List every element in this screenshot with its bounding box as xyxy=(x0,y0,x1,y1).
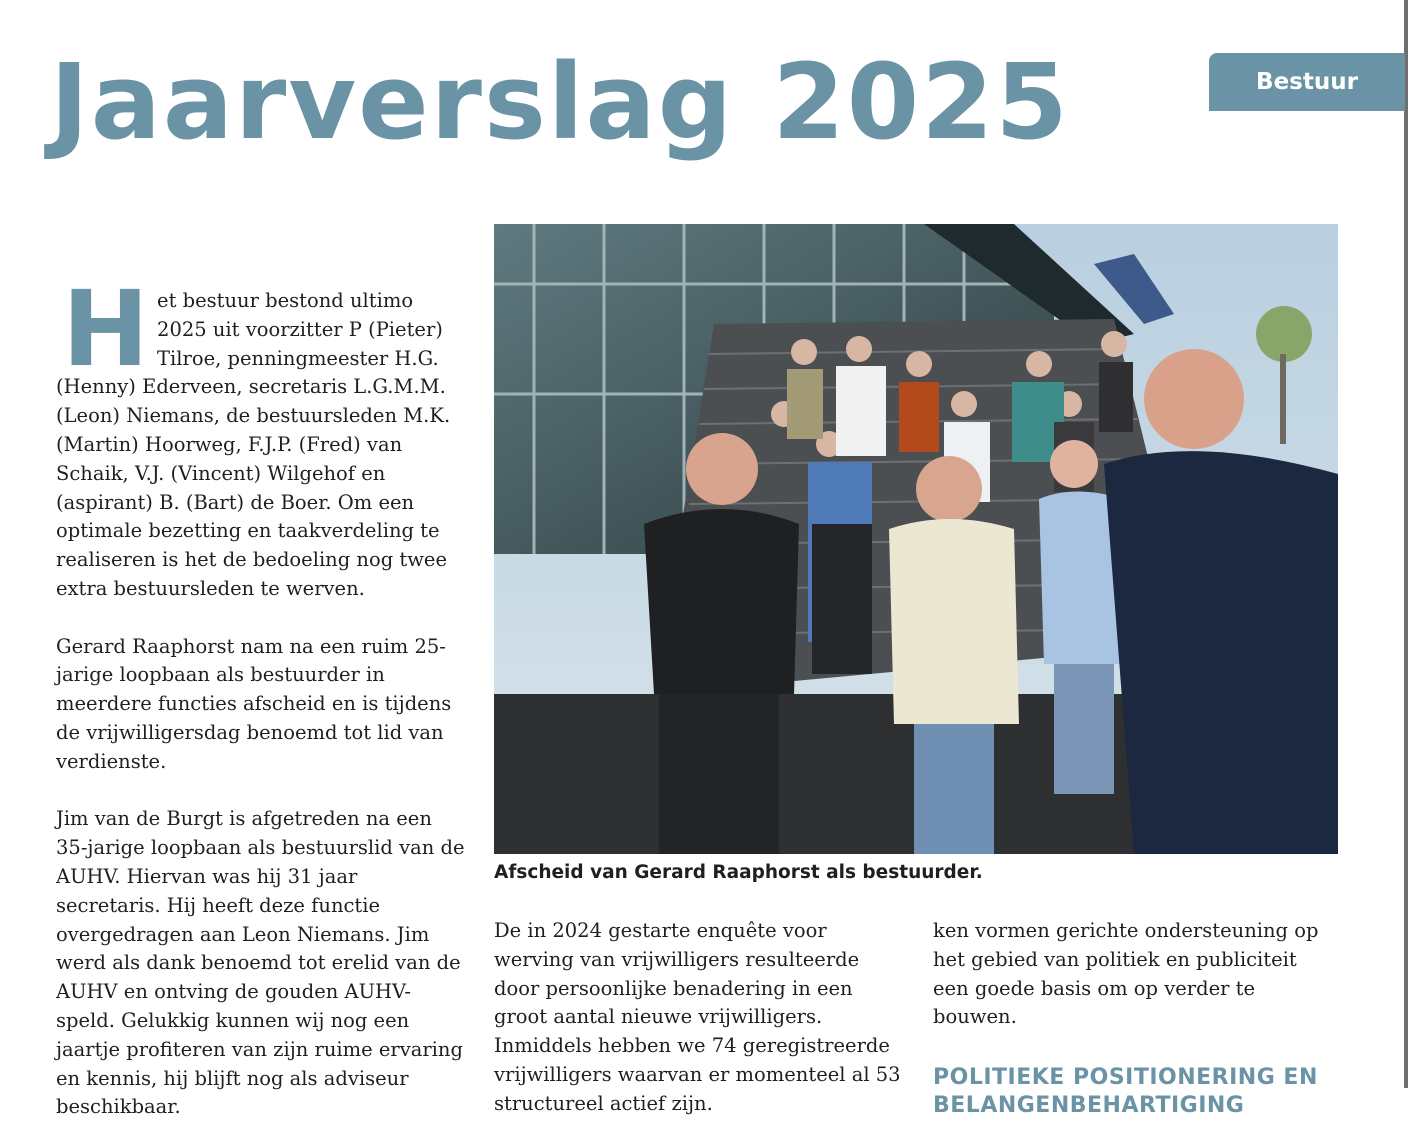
article-paragraph-5: ken vormen gerichte ondersteuning op het gebied van politiek en publiciteit een goede basis om op verder te bouwen. xyxy=(933,919,1319,1029)
article-column-middle xyxy=(494,917,904,1119)
article-paragraph-2: Gerard Raaphorst nam na een ruim 25-jarige loopbaan als bestuurder in meerdere functies afscheid en is tijdens de vrijwilligersdag benoemd tot lid van verdienste. xyxy=(56,634,452,773)
article-paragraph-4: De in 2024 gestarte enquête voor werving van vrijwilligers resulteerde door persoonlijke benadering in een groot aantal nieuwe vrijwilligers. Inmiddels hebben we 74 geregistreerde vrijwilligers waarvan er momenteel al 53 structureel actief zijn. xyxy=(494,919,901,1115)
section-tab: Bestuur xyxy=(1209,53,1405,111)
page-edge xyxy=(1404,0,1408,1088)
section-subheading: POLITIEKE POSITIONERING EN BELANGENBEHARTIGING xyxy=(933,1065,1318,1119)
page-title: Jaarverslag 2025 xyxy=(50,41,1070,163)
article-paragraph-3: Jim van de Burgt is afgetreden na een 35-jarige loopbaan als bestuurslid van de AUHV. Hiervan was hij 31 jaar secretaris. Hij heeft deze functie overgedragen aan Leon Niemans. Jim werd als dank benoemd tot erelid van de AUHV en ontving de gouden AUHV-speld. Gelukkig kunnen wij nog een jaartje profiteren van zijn ruime ervaring en kennis, hij blijft nog als adviseur beschikbaar. xyxy=(56,807,465,1119)
article-paragraph-1 xyxy=(56,268,466,604)
dropcap: H xyxy=(62,268,150,390)
group-photo xyxy=(494,224,1338,854)
photo-caption: Afscheid van Gerard Raaphorst als bestuurder. xyxy=(494,862,983,883)
article-column-right xyxy=(933,917,1333,1120)
article-column-left xyxy=(56,268,466,1122)
article-paragraph-1-text: et bestuur bestond ultimo 2025 uit voorzitter P (Pieter) Tilroe, penningmeester H.G. (Henny) Ederveen, secretaris L.G.M.M. (Leon) Niemans, de bestuursleden M.K. (Martin) Hoorweg, F.J.P. (Fred) van Schaik, V.J. (Vincent) Wilgehof en (aspirant) B. (Bart) de Boer. Om een optimale bezetting en taakverdeling te realiseren is het de bedoeling nog twee extra bestuursleden te werven. xyxy=(56,289,451,600)
